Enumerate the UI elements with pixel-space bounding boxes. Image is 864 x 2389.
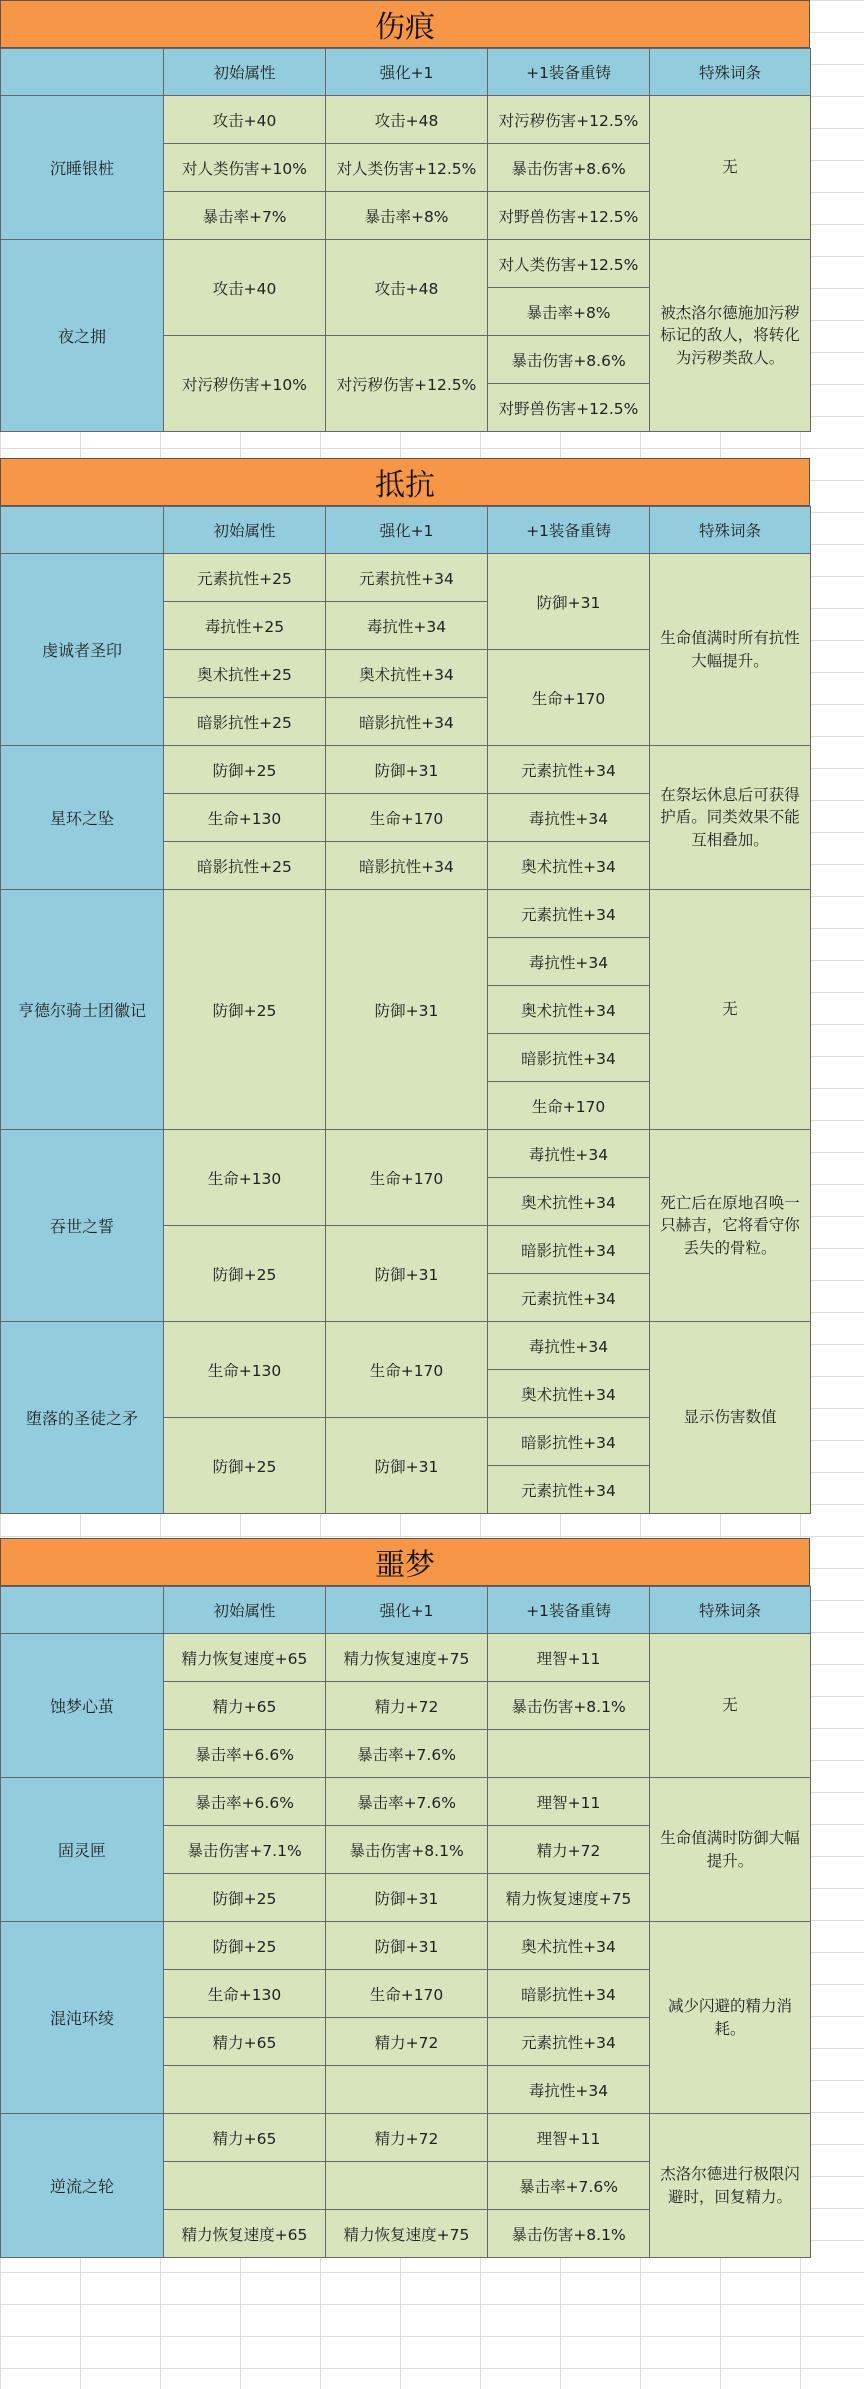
enhanced-stat: 暴击率+7.6%: [326, 1730, 488, 1778]
enhanced-stat: 攻击+48: [326, 96, 488, 144]
header-reforge: +1装备重铸: [488, 507, 650, 554]
enhanced-stat: 暗影抗性+34: [326, 698, 488, 746]
header-enhanced: 强化+1: [326, 1587, 488, 1634]
initial-stat: 毒抗性+25: [164, 602, 326, 650]
reforge-stat: 毒抗性+34: [488, 938, 650, 986]
enhanced-stat: 攻击+48: [326, 240, 488, 336]
section-wound: [0, 0, 810, 432]
special-effect: 杰洛尔德进行极限闪避时，回复精力。: [650, 2114, 811, 2258]
header-reforge: +1装备重铸: [488, 1587, 650, 1634]
initial-stat: 精力+65: [164, 1682, 326, 1730]
initial-stat: 防御+25: [164, 1226, 326, 1322]
reforge-stat: 暗影抗性+34: [488, 1034, 650, 1082]
initial-stat: 暴击伤害+7.1%: [164, 1826, 326, 1874]
table-row: [1, 554, 811, 602]
reforge-stat: 暗影抗性+34: [488, 1970, 650, 2018]
special-effect: 无: [650, 96, 811, 240]
special-effect: 生命值满时防御大幅提升。: [650, 1778, 811, 1922]
header-reforge: +1装备重铸: [488, 49, 650, 96]
reforge-stat: 暴击伤害+8.6%: [488, 336, 650, 384]
enhanced-stat: 精力+72: [326, 2114, 488, 2162]
special-effect: 死亡后在原地召唤一只赫吉，它将看守你丢失的骨粒。: [650, 1130, 811, 1322]
header-row: [1, 1587, 811, 1634]
reforge-stat: 理智+11: [488, 1778, 650, 1826]
special-effect: 在祭坛休息后可获得护盾。同类效果不能互相叠加。: [650, 746, 811, 890]
enhanced-stat: 防御+31: [326, 746, 488, 794]
item-name: 固灵匣: [1, 1778, 164, 1922]
empty-cell: [164, 2066, 326, 2114]
reforge-stat: 精力恢复速度+75: [488, 1874, 650, 1922]
section-title: 抵抗: [0, 458, 810, 506]
section-title: 噩梦: [0, 1538, 810, 1586]
table-row: [1, 1778, 811, 1826]
reforge-stat: 奥术抗性+34: [488, 1370, 650, 1418]
table-row: [1, 96, 811, 144]
header-special: 特殊词条: [650, 49, 811, 96]
reforge-stat: 毒抗性+34: [488, 1130, 650, 1178]
reforge-stat: 理智+11: [488, 2114, 650, 2162]
reforge-stat: 元素抗性+34: [488, 1274, 650, 1322]
reforge-stat: 暗影抗性+34: [488, 1418, 650, 1466]
enhanced-stat: 毒抗性+34: [326, 602, 488, 650]
initial-stat: 精力+65: [164, 2114, 326, 2162]
stats-table: [0, 1586, 811, 2258]
reforge-stat: 对野兽伤害+12.5%: [488, 192, 650, 240]
enhanced-stat: 精力+72: [326, 1682, 488, 1730]
special-effect: 无: [650, 890, 811, 1130]
item-name: 亨德尔骑士团徽记: [1, 890, 164, 1130]
enhanced-stat: 暴击率+7.6%: [326, 1778, 488, 1826]
item-name: 混沌环绫: [1, 1922, 164, 2114]
initial-stat: 元素抗性+25: [164, 554, 326, 602]
initial-stat: 攻击+40: [164, 240, 326, 336]
enhanced-stat: 防御+31: [326, 1874, 488, 1922]
initial-stat: 生命+130: [164, 1130, 326, 1226]
initial-stat: 生命+130: [164, 1322, 326, 1418]
item-name: 吞世之誓: [1, 1130, 164, 1322]
special-effect: 无: [650, 1634, 811, 1778]
initial-stat: 防御+25: [164, 1874, 326, 1922]
reforge-stat: 元素抗性+34: [488, 1466, 650, 1514]
empty-cell: [326, 2066, 488, 2114]
initial-stat: 精力恢复速度+65: [164, 1634, 326, 1682]
section-title: 伤痕: [0, 0, 810, 48]
initial-stat: 防御+25: [164, 1418, 326, 1514]
table-row: [1, 240, 811, 288]
reforge-stat: 奥术抗性+34: [488, 1178, 650, 1226]
enhanced-stat: 生命+170: [326, 1970, 488, 2018]
header-row: [1, 49, 811, 96]
header-initial: 初始属性: [164, 1587, 326, 1634]
enhanced-stat: 元素抗性+34: [326, 554, 488, 602]
enhanced-stat: 精力恢复速度+75: [326, 1634, 488, 1682]
reforge-stat: 毒抗性+34: [488, 2066, 650, 2114]
enhanced-stat: 对污秽伤害+12.5%: [326, 336, 488, 432]
reforge-stat: 暗影抗性+34: [488, 1226, 650, 1274]
header-row: [1, 507, 811, 554]
initial-stat: 攻击+40: [164, 96, 326, 144]
initial-stat: 暗影抗性+25: [164, 698, 326, 746]
reforge-stat: 防御+31: [488, 554, 650, 650]
item-name: 夜之拥: [1, 240, 164, 432]
header-empty-cell: [1, 49, 164, 96]
enhanced-stat: 防御+31: [326, 1922, 488, 1970]
header-empty-cell: [1, 1587, 164, 1634]
item-name: 逆流之轮: [1, 2114, 164, 2258]
enhanced-stat: 精力恢复速度+75: [326, 2210, 488, 2258]
item-name: 虔诚者圣印: [1, 554, 164, 746]
special-effect: 减少闪避的精力消耗。: [650, 1922, 811, 2114]
stats-table: [0, 506, 811, 1514]
enhanced-stat: 暴击率+8%: [326, 192, 488, 240]
enhanced-stat: 对人类伤害+12.5%: [326, 144, 488, 192]
initial-stat: 防御+25: [164, 890, 326, 1130]
reforge-stat: 生命+170: [488, 650, 650, 746]
enhanced-stat: 防御+31: [326, 1418, 488, 1514]
enhanced-stat: 防御+31: [326, 890, 488, 1130]
initial-stat: 对人类伤害+10%: [164, 144, 326, 192]
initial-stat: 暗影抗性+25: [164, 842, 326, 890]
enhanced-stat: 防御+31: [326, 1226, 488, 1322]
enhanced-stat: 生命+170: [326, 1130, 488, 1226]
header-enhanced: 强化+1: [326, 507, 488, 554]
initial-stat: 暴击率+7%: [164, 192, 326, 240]
table-row: [1, 1322, 811, 1370]
initial-stat: 奥术抗性+25: [164, 650, 326, 698]
table-row: [1, 890, 811, 938]
initial-stat: 防御+25: [164, 746, 326, 794]
enhanced-stat: 暴击伤害+8.1%: [326, 1826, 488, 1874]
empty-cell: [488, 1730, 650, 1778]
section-resist: [0, 458, 810, 1514]
reforge-stat: 毒抗性+34: [488, 1322, 650, 1370]
reforge-stat: 精力+72: [488, 1826, 650, 1874]
header-initial: 初始属性: [164, 49, 326, 96]
table-row: [1, 1922, 811, 1970]
reforge-stat: 元素抗性+34: [488, 746, 650, 794]
item-name: 蚀梦心茧: [1, 1634, 164, 1778]
header-initial: 初始属性: [164, 507, 326, 554]
reforge-stat: 暴击伤害+8.1%: [488, 2210, 650, 2258]
reforge-stat: 暴击率+7.6%: [488, 2162, 650, 2210]
table-row: [1, 746, 811, 794]
reforge-stat: 暴击率+8%: [488, 288, 650, 336]
initial-stat: 生命+130: [164, 794, 326, 842]
enhanced-stat: 精力+72: [326, 2018, 488, 2066]
header-special: 特殊词条: [650, 1587, 811, 1634]
reforge-stat: 对污秽伤害+12.5%: [488, 96, 650, 144]
reforge-stat: 元素抗性+34: [488, 2018, 650, 2066]
reforge-stat: 生命+170: [488, 1082, 650, 1130]
reforge-stat: 暴击伤害+8.1%: [488, 1682, 650, 1730]
section-nightmare: [0, 1538, 810, 2258]
reforge-stat: 暴击伤害+8.6%: [488, 144, 650, 192]
reforge-stat: 元素抗性+34: [488, 890, 650, 938]
reforge-stat: 奥术抗性+34: [488, 1922, 650, 1970]
enhanced-stat: 生命+170: [326, 794, 488, 842]
reforge-stat: 奥术抗性+34: [488, 986, 650, 1034]
header-empty-cell: [1, 507, 164, 554]
reforge-stat: 奥术抗性+34: [488, 842, 650, 890]
initial-stat: 精力恢复速度+65: [164, 2210, 326, 2258]
reforge-stat: 理智+11: [488, 1634, 650, 1682]
initial-stat: 对污秽伤害+10%: [164, 336, 326, 432]
reforge-stat: 毒抗性+34: [488, 794, 650, 842]
special-effect: 生命值满时所有抗性大幅提升。: [650, 554, 811, 746]
header-special: 特殊词条: [650, 507, 811, 554]
item-name: 沉睡银桩: [1, 96, 164, 240]
stats-table: [0, 48, 811, 432]
table-row: [1, 2114, 811, 2162]
table-row: [1, 1130, 811, 1178]
table-row: [1, 1634, 811, 1682]
initial-stat: 精力+65: [164, 2018, 326, 2066]
initial-stat: 生命+130: [164, 1970, 326, 2018]
empty-cell: [164, 2162, 326, 2210]
initial-stat: 暴击率+6.6%: [164, 1778, 326, 1826]
empty-cell: [326, 2162, 488, 2210]
item-name: 堕落的圣徒之矛: [1, 1322, 164, 1514]
initial-stat: 暴击率+6.6%: [164, 1730, 326, 1778]
enhanced-stat: 奥术抗性+34: [326, 650, 488, 698]
initial-stat: 防御+25: [164, 1922, 326, 1970]
reforge-stat: 对人类伤害+12.5%: [488, 240, 650, 288]
enhanced-stat: 暗影抗性+34: [326, 842, 488, 890]
special-effect: 被杰洛尔德施加污秽标记的敌人，将转化为污秽类敌人。: [650, 240, 811, 432]
special-effect: 显示伤害数值: [650, 1322, 811, 1514]
reforge-stat: 对野兽伤害+12.5%: [488, 384, 650, 432]
header-enhanced: 强化+1: [326, 49, 488, 96]
enhanced-stat: 生命+170: [326, 1322, 488, 1418]
item-name: 星环之坠: [1, 746, 164, 890]
